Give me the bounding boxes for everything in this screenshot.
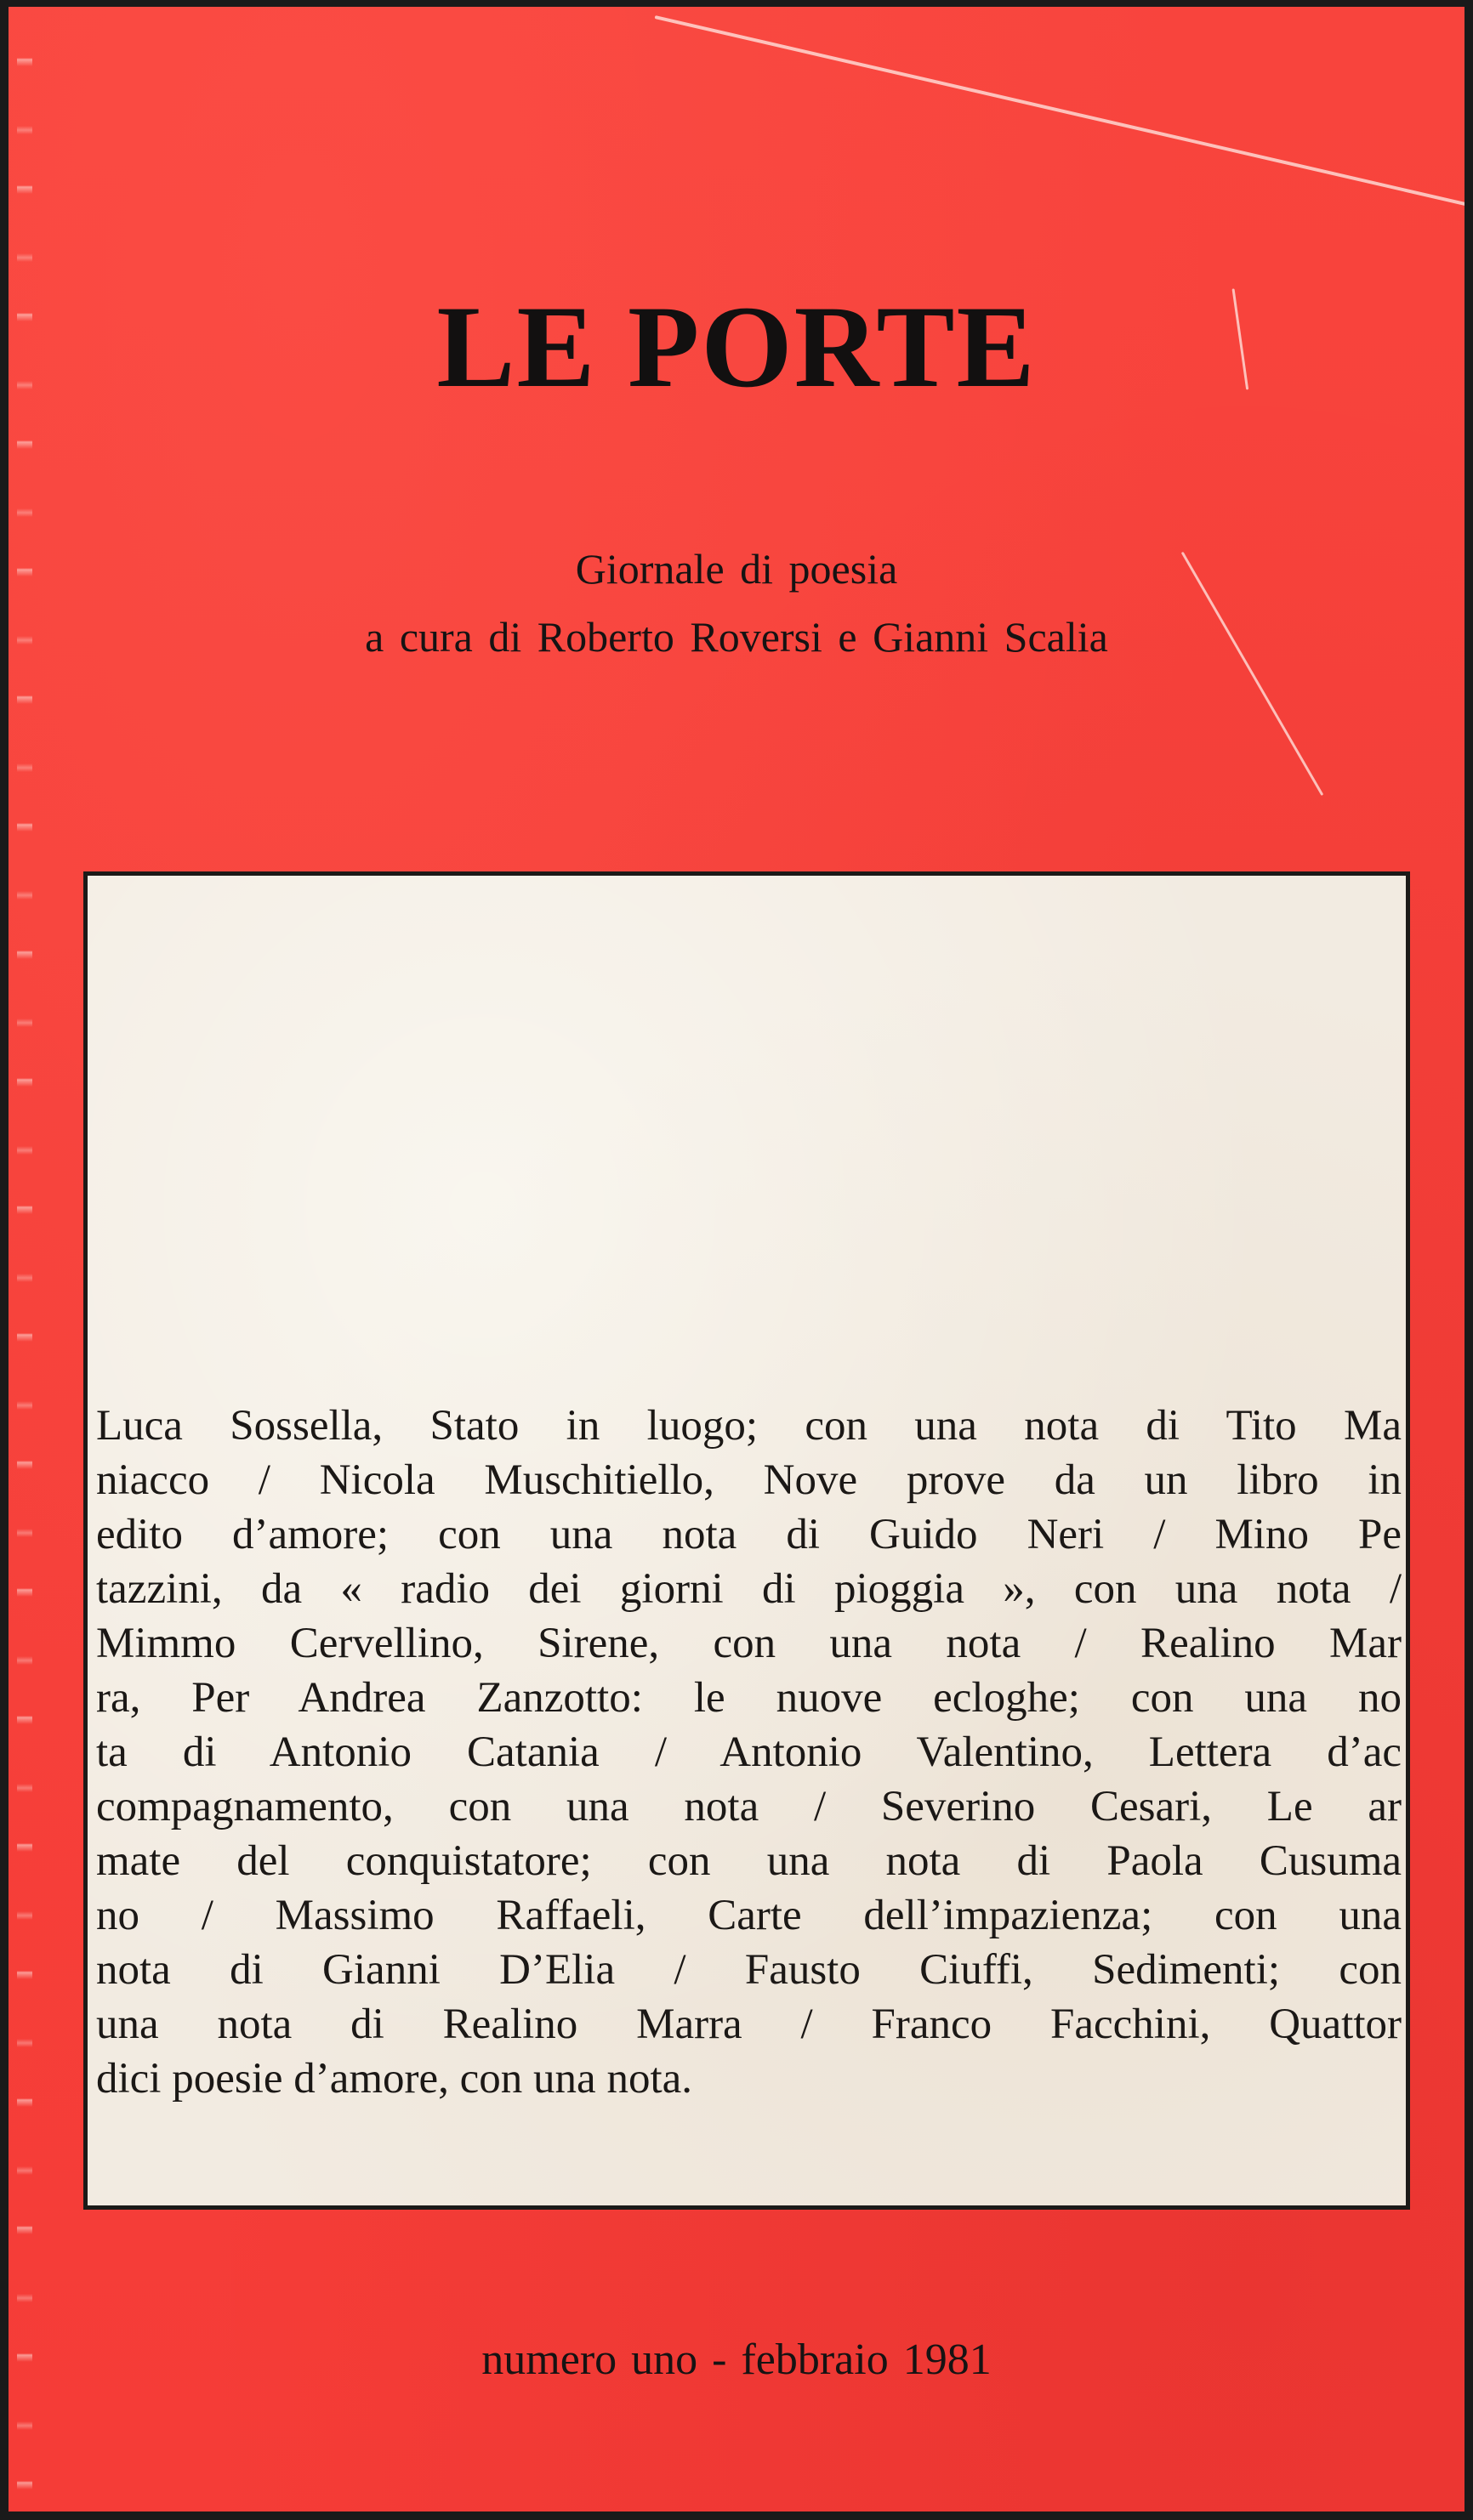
contents-line: tazzini, da « radio dei giorni di pioggia », con una nota / [96, 1565, 1402, 1613]
contents-line: edito d’amore; con una nota di Guido Neri / Mino Pe [96, 1511, 1402, 1558]
contents-line: niacco / Nicola Muschitiello, Nove prove da un libro in [96, 1456, 1402, 1504]
contents-line: ta di Antonio Catania / Antonio Valentino, Lettera d’ac [96, 1728, 1402, 1776]
contents-line: no / Massimo Raffaeli, Carte dell’impazienza; con una [96, 1892, 1402, 1939]
contents-line: nota di Gianni D’Elia / Fausto Ciuffi, Sedimenti; con [96, 1946, 1402, 1994]
issue-date: numero uno - febbraio 1981 [481, 2336, 992, 2384]
contents-line: Mimmo Cervellino, Sirene, con una nota / Realino Mar [96, 1620, 1402, 1667]
contents-line: Luca Sossella, Stato in luogo; con una nota di Tito Ma [96, 1402, 1402, 1450]
contents-panel [83, 871, 1410, 2210]
table-of-contents [96, 1399, 1402, 2106]
contents-line: una nota di Realino Marra / Franco Facchini, Quattor [96, 2001, 1402, 2048]
book-cover [9, 7, 1464, 2511]
journal-editors: a cura di Roberto Roversi e Gianni Scalia [365, 613, 1108, 661]
contents-line: dici poesie d’amore, con una nota. [96, 2055, 693, 2103]
contents-line: mate del conquistatore; con una nota di Paola Cusuma [96, 1837, 1402, 1885]
journal-subtitle: Giornale di poesia [575, 545, 898, 593]
journal-title: LE PORTE [436, 281, 1037, 411]
contents-line: compagnamento, con una nota / Severino Cesari, Le ar [96, 1783, 1402, 1830]
cover-crease [655, 15, 1464, 210]
contents-line: ra, Per Andrea Zanzotto: le nuove ecloghe; con una no [96, 1674, 1402, 1722]
